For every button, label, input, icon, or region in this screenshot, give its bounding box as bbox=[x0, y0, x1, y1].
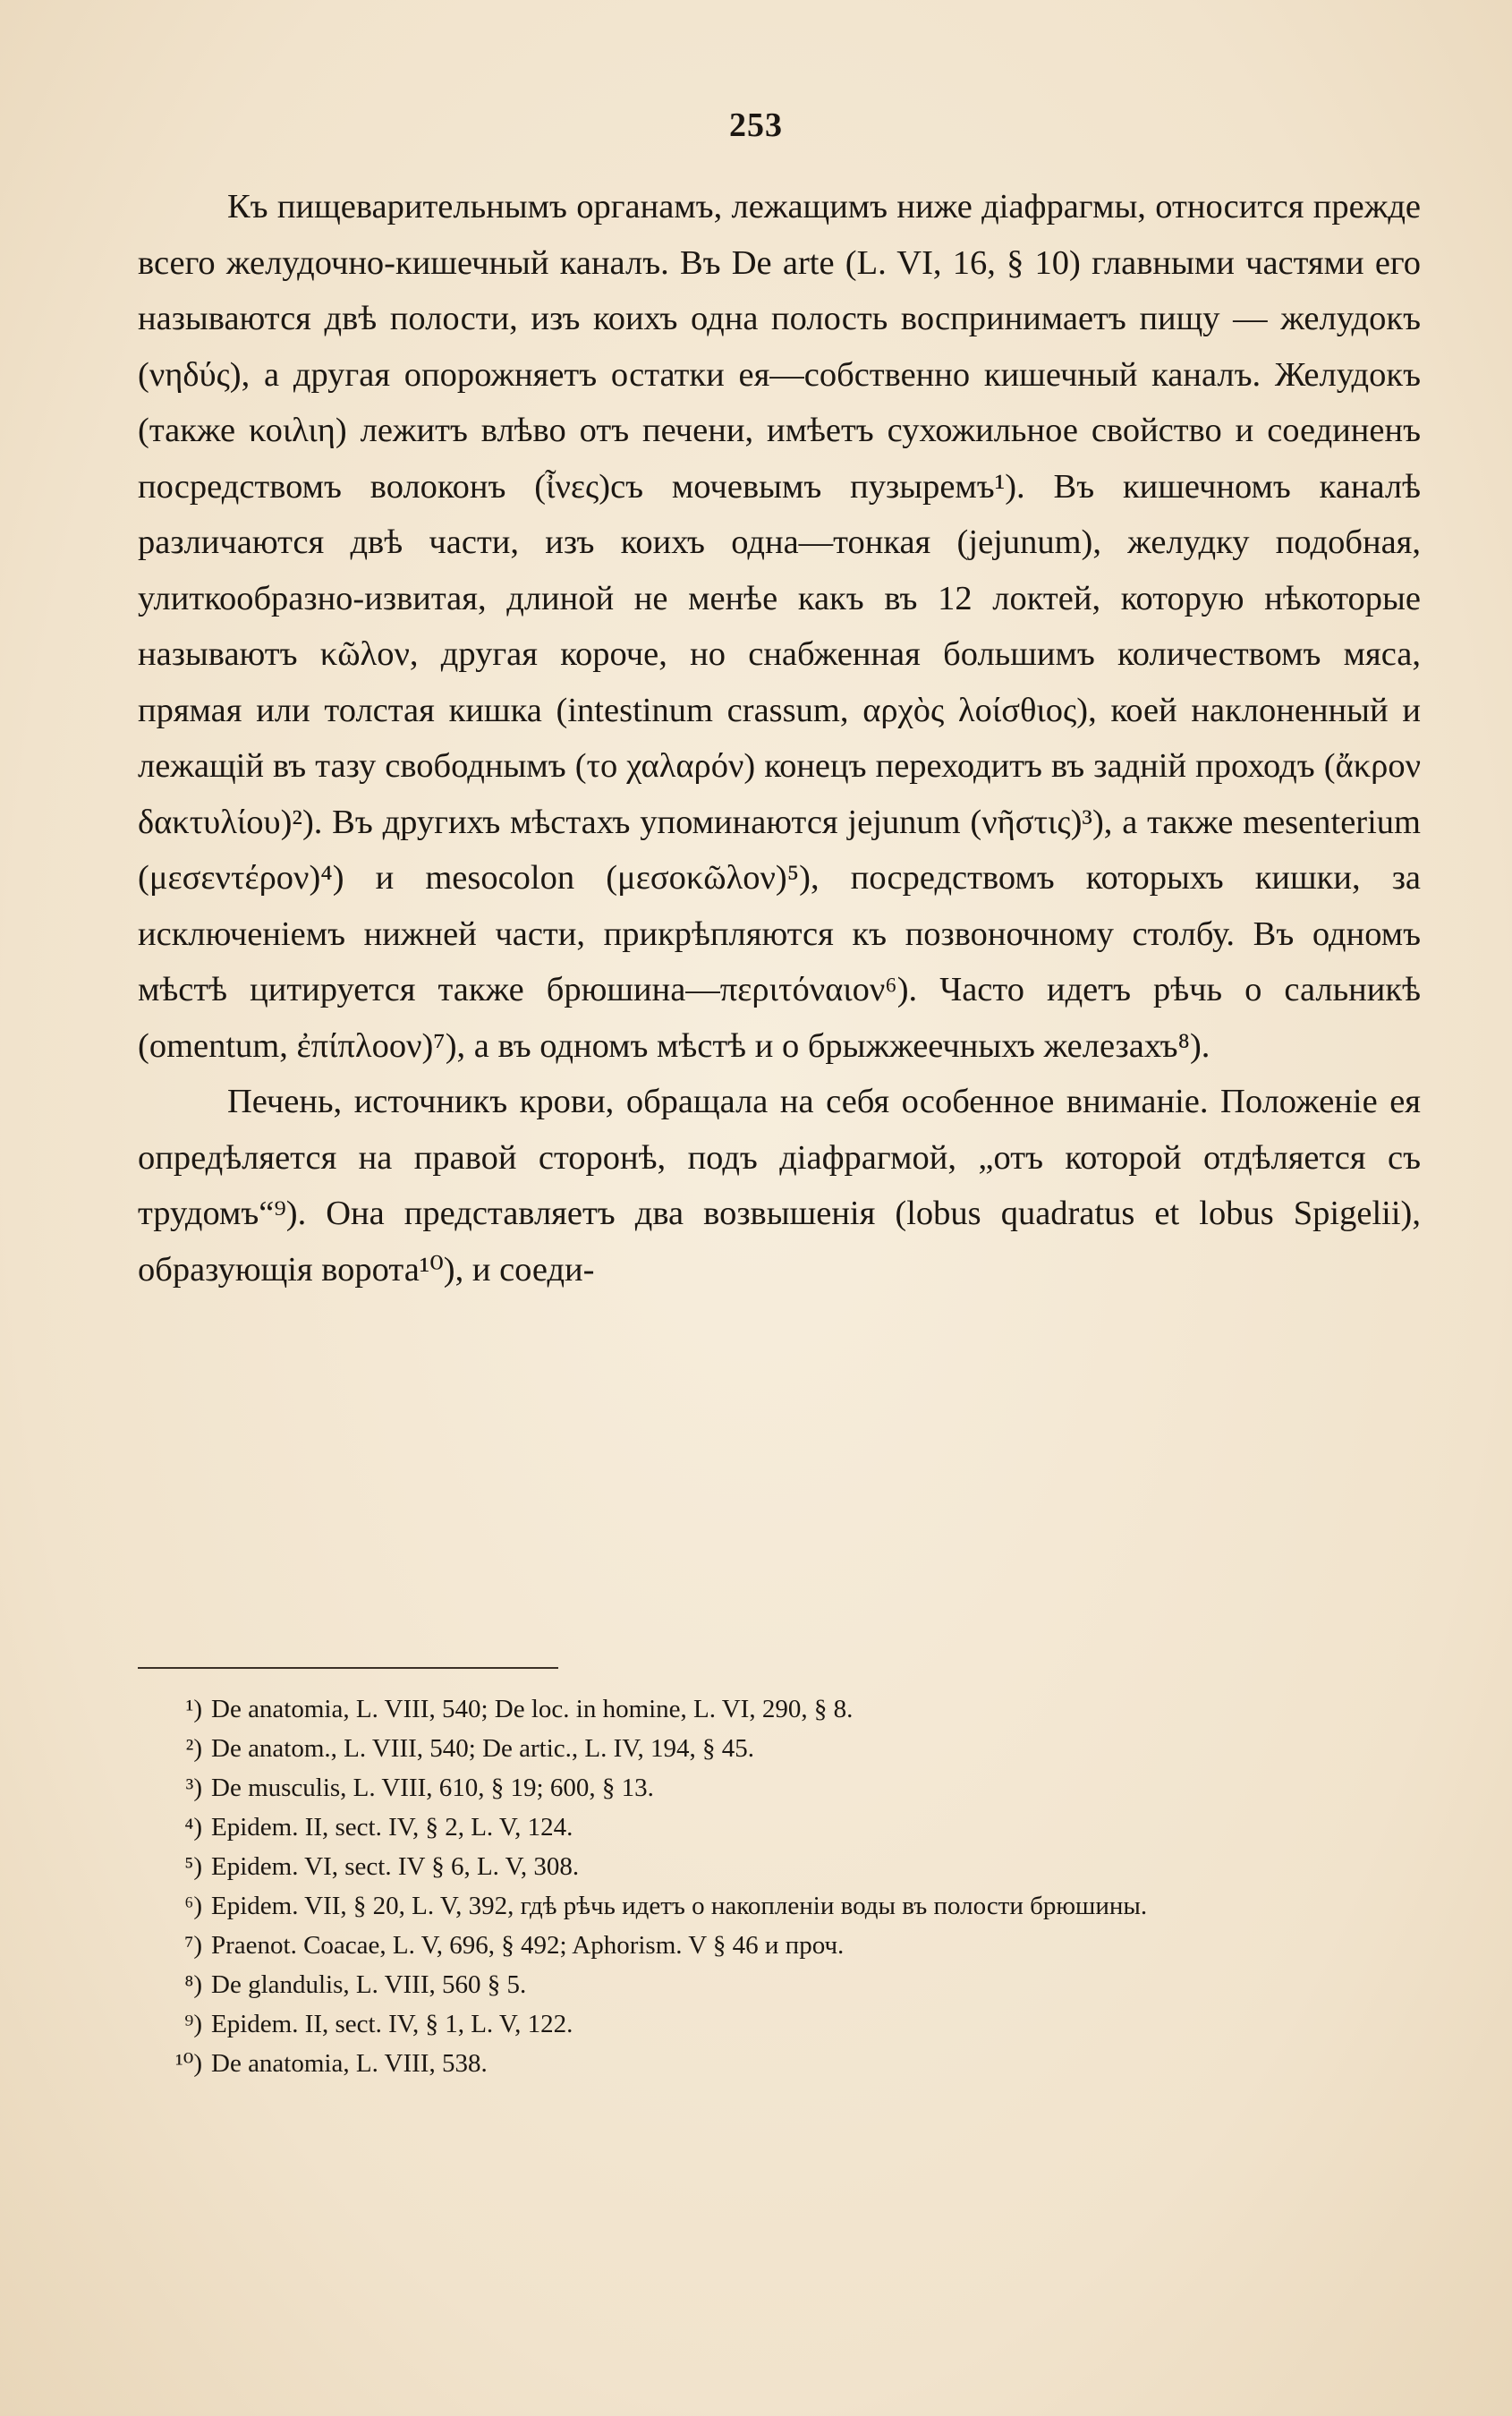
footnote bbox=[138, 1965, 1421, 2004]
footnote-text: Epidem. VI, sect. IV § 6, L. V, 308. bbox=[211, 1852, 580, 1881]
footnote-divider bbox=[138, 1667, 558, 1669]
footnote bbox=[138, 1808, 1421, 1847]
footnote-mark: ⁸) bbox=[184, 1970, 202, 1999]
footnote bbox=[138, 1847, 1421, 1886]
footnote-mark: ⁹) bbox=[184, 2010, 202, 2038]
paragraph-liver: Печень, источникъ крови, обращала на себя особенное вниманіе. Положеніе ея опредѣляется на правой сторонѣ, подъ діафрагмой, „отъ которой отдѣляется съ трудомъ“⁹). Она представляетъ два возвышенія (lobus quadratus et lobus Spigelii), образующія ворота¹⁰), и соеди- bbox=[138, 1083, 1421, 1289]
footnote-mark: ⁴) bbox=[184, 1813, 202, 1842]
footnote-mark: ³) bbox=[185, 1774, 202, 1802]
footnote bbox=[138, 2004, 1421, 2044]
footnote-mark: ⁷) bbox=[184, 1931, 202, 1960]
footnote-text: De glandulis, L. VIII, 560 § 5. bbox=[211, 1970, 527, 1999]
footnote-text: Epidem. VII, § 20, L. V, 392, гдѣ рѣчь идетъ о накопленіи воды въ полости брюшины. bbox=[211, 1892, 1148, 1920]
footnote-text: De musculis, L. VIII, 610, § 19; 600, § 13. bbox=[211, 1774, 654, 1802]
footnote-mark: ¹⁰) bbox=[175, 2049, 202, 2078]
footnote-text: Epidem. II, sect. IV, § 1, L. V, 122. bbox=[211, 2010, 573, 2038]
footnote-mark: ¹) bbox=[185, 1695, 202, 1723]
footnote-mark: ⁶) bbox=[184, 1892, 202, 1920]
footnote bbox=[138, 1926, 1421, 1965]
main-text bbox=[138, 179, 1421, 1297]
footnote-mark: ⁵) bbox=[184, 1852, 202, 1881]
footnote bbox=[138, 1729, 1421, 1768]
footnote-text: De anatomia, L. VIII, 538. bbox=[211, 2049, 488, 2078]
footnote-text: De anatom., L. VIII, 540; De artic., L. IV, 194, § 45. bbox=[211, 1734, 754, 1763]
paragraph-digestive-organs: Къ пищеварительнымъ органамъ, лежащимъ ниже діафрагмы, относится прежде всего желудочно-кишечный каналъ. Въ De arte (L. VI, 16, § 10) главными частями его называются двѣ полости, изъ коихъ одна полость воспринимаетъ пищу — желудокъ (νηδύς), а другая опорожняетъ остатки ея—собственно кишечный каналъ. Желудокъ (также κοιλιη) лежитъ влѣво отъ печени, имѣетъ сухожильное свойство и соединенъ посредствомъ волоконъ (ἶνες)съ мочевымъ пузыремъ¹). Въ кишечномъ каналѣ различаются двѣ части, изъ коихъ одна—тонкая (jejunum), желудку подобная, улиткообразно-извитая, длиной не менѣе какъ въ 12 локтей, которую нѣкоторые называютъ κῶλον, другая короче, но снабженная большимъ количествомъ мяса, прямая или толстая кишка (intestinum crassum, αρχὸς λοίσθιος), коей наклоненный и лежащій въ тазу свободнымъ (το χαλαρόν) конецъ переходитъ въ задній проходъ (ἄκρον δακτυλίου)²). Въ другихъ мѣстахъ упоминаются jejunum (νῆστις)³), а также mesenterium (μεσεντέρον)⁴) и mesocolon (μεσοκῶλον)⁵), посредствомъ которыхъ кишки, за исключеніемъ нижней части, прикрѣпляются къ позвоночному столбу. Въ одномъ мѣстѣ цитируется также брюшина—περιτόναιον⁶). Часто идетъ рѣчь о сальникѣ (omentum, ἐπίπλοον)⁷), а въ одномъ мѣстѣ и о брыжжеечныхъ железахъ⁸). bbox=[138, 188, 1421, 1065]
footnote bbox=[138, 1768, 1421, 1808]
footnote bbox=[138, 1886, 1421, 1926]
footnote bbox=[138, 2044, 1421, 2083]
footnote bbox=[138, 1689, 1421, 1729]
footnote-text: Praenot. Coacae, L. V, 696, § 492; Aphorism. V § 46 и проч. bbox=[211, 1931, 845, 1960]
footnote-text: Epidem. II, sect. IV, § 2, L. V, 124. bbox=[211, 1813, 573, 1842]
footnote-mark: ²) bbox=[185, 1734, 202, 1763]
page-number: 253 bbox=[729, 106, 783, 144]
footnotes bbox=[138, 1689, 1421, 2083]
footnote-text: De anatomia, L. VIII, 540; De loc. in homine, L. VI, 290, § 8. bbox=[211, 1695, 854, 1723]
